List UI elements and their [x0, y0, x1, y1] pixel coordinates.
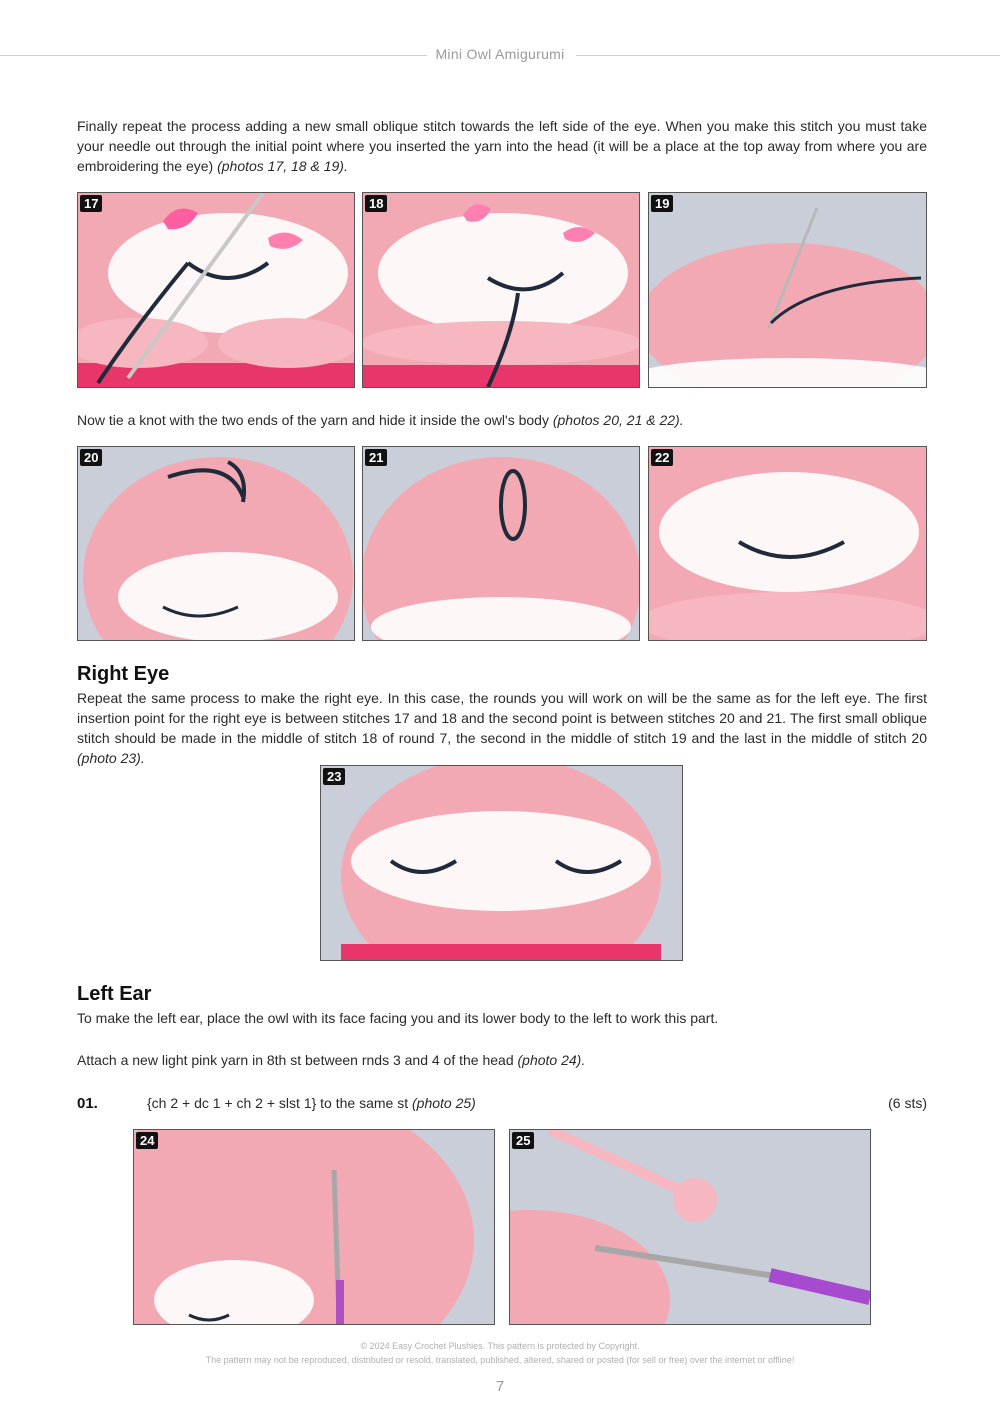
section-heading-right-eye: Right Eye [77, 663, 170, 685]
photo-18 [362, 192, 640, 388]
photo-24 [133, 1129, 495, 1325]
photo-22 [648, 446, 927, 641]
left-ear-paragraph-1: To make the left ear, place the owl with its face facing you and its lower body to the left to work this part. [77, 1010, 719, 1026]
right-eye-paragraph: Repeat the same process to make the right eye. In this case, the rounds you will work on will be the same as for the left eye. The first insertion point for the right eye is between stitches 17 and 18 and the second point is between stitches 20 and 21. The first small oblique stitch should be made in the middle of stitch 18 of round 7, the second in the middle of stitch 19 and the last in the middle of stitch 20 (photo 23). [77, 690, 927, 766]
section-heading-left-ear: Left Ear [77, 983, 152, 1005]
photo-number-badge: 18 [365, 195, 387, 212]
header-rule-right [576, 55, 1000, 56]
footer-copyright: © 2024 Easy Crochet Plushies. This pattern is protected by Copyright. [360, 1341, 640, 1351]
photo-number-badge: 24 [136, 1132, 158, 1149]
document-title: Mini Owl Amigurumi [435, 46, 565, 62]
photo-number-badge: 19 [651, 195, 673, 212]
photo-20 [77, 446, 355, 641]
photo-number-badge: 22 [651, 449, 673, 466]
photo-number-badge: 25 [512, 1132, 534, 1149]
page-number: 7 [495, 1378, 505, 1395]
knot-paragraph: Now tie a knot with the two ends of the yarn and hide it inside the owl's body (photos 20, 21 & 22). [77, 412, 684, 428]
photo-25 [509, 1129, 871, 1325]
left-ear-paragraph-2: Attach a new light pink yarn in 8th st between rnds 3 and 4 of the head (photo 24). [77, 1052, 586, 1068]
photo-19 [648, 192, 927, 388]
step-number: 01. [77, 1095, 98, 1112]
photo-number-badge: 20 [80, 449, 102, 466]
step-instruction: {ch 2 + dc 1 + ch 2 + slst 1} to the same st (photo 25) [147, 1095, 476, 1111]
photo-number-badge: 23 [323, 768, 345, 785]
step-stitch-count: (6 sts) [888, 1095, 927, 1111]
photo-number-badge: 21 [365, 449, 387, 466]
photo-21 [362, 446, 640, 641]
photo-23 [320, 765, 683, 961]
intro-paragraph: Finally repeat the process adding a new small oblique stitch towards the left side of the eye. When you make this stitch you must take your needle out through the initial point where you inserted the yarn into the head (it will be a place at the top away from where you are embroidering the eye) (photos 17, 18 & 19). [77, 118, 927, 174]
photo-number-badge: 17 [80, 195, 102, 212]
photo-17 [77, 192, 355, 388]
footer-notice: The pattern may not be reproduced, distributed or resold, translated, published, altered, shared or posted (for sell or free) over the internet or offline! [205, 1355, 795, 1365]
